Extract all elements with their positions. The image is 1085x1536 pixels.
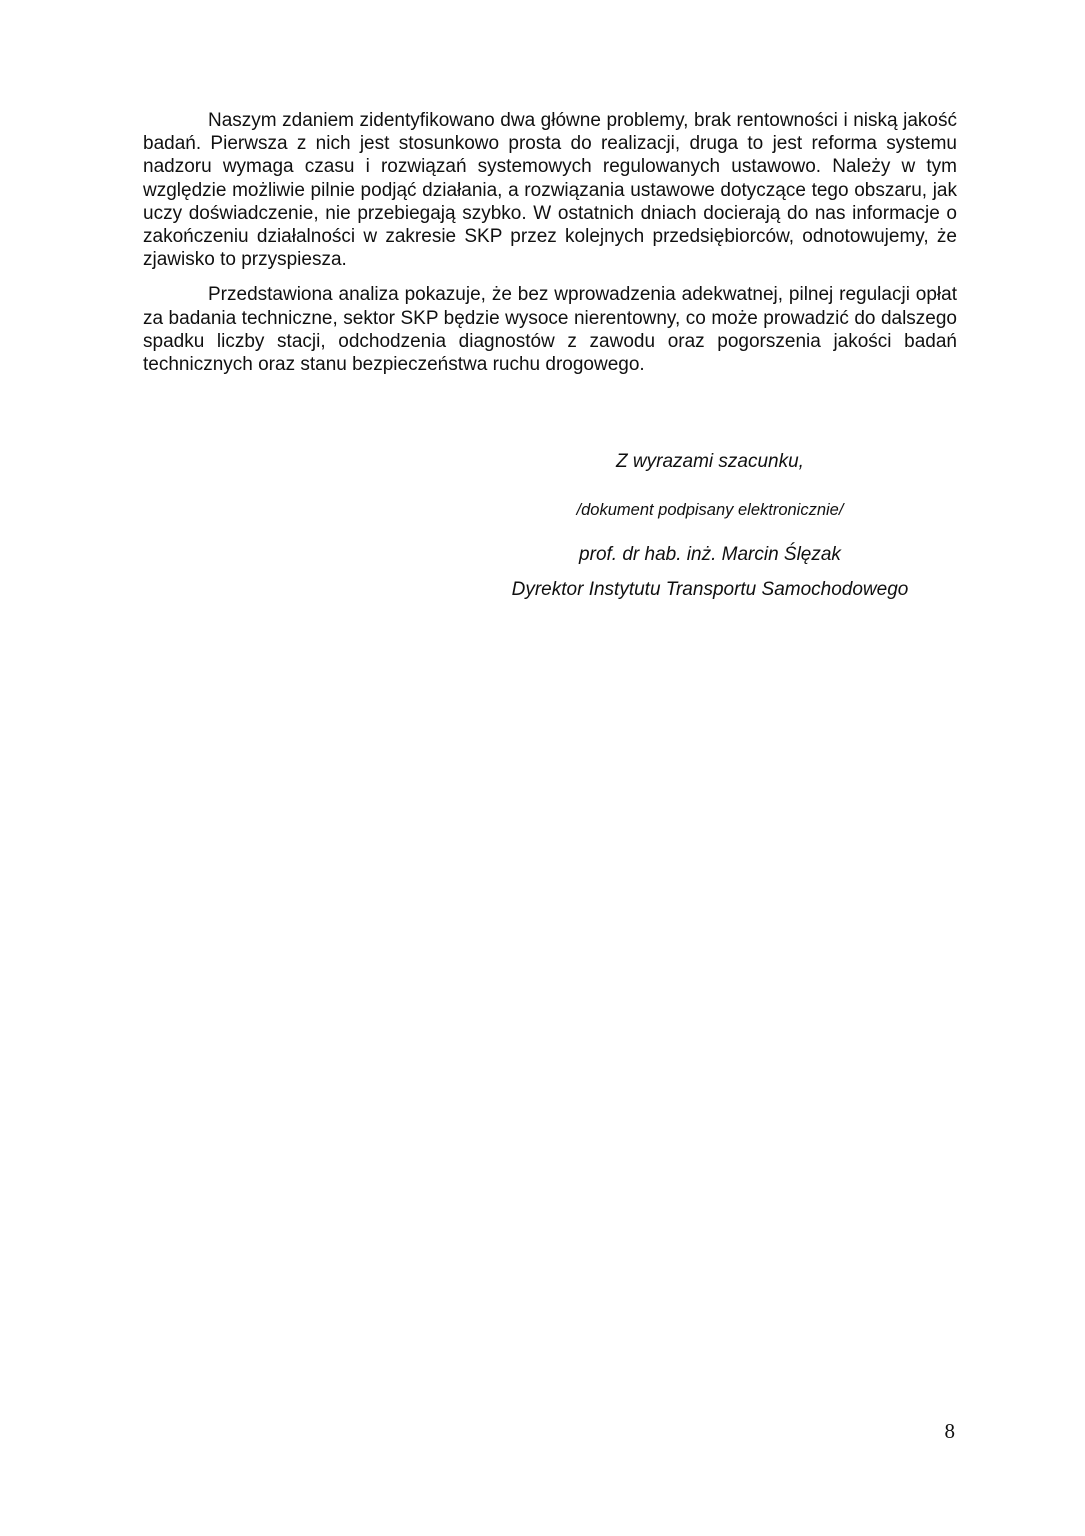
paragraph-analysis-conclusion: Przedstawiona analiza pokazuje, że bez wprowadzenia adekwatnej, pilnej regulacji opłat za badania techniczne, sektor SKP będzie wysoce nierentowny, co może prowadzić do dalszego spadku liczby stacji, odchodzenia diagnostów z zawodu oraz pogorszenia jakości badań technicznych oraz stanu bezpieczeństwa ruchu drogowego. bbox=[143, 284, 957, 376]
closing-salutation: Z wyrazami szacunku, bbox=[616, 451, 804, 472]
closing-signature-block bbox=[143, 450, 1085, 601]
electronic-signature-note: /dokument podpisany elektronicznie/ bbox=[576, 501, 844, 519]
paragraph-problems: Naszym zdaniem zidentyfikowano dwa główne problemy, brak rentowności i niską jakość badań. Pierwsza z nich jest stosunkowo prosta do realizacji, druga to jest reforma systemu nadzoru wymaga czasu i rozwiązań systemowych regulowanych ustawowo. Należy w tym względzie możliwie pilnie podjąć działania, a rozwiązania ustawowe dotyczące tego obszaru, jak uczy doświadczenie, nie przebiegają szybko. W ostatnich dniach docierają do nas informacje o zakończeniu działalności w zakresie SKP przez kolejnych przedsiębiorców, odnotowujemy, że zjawisko to przyspiesza. bbox=[143, 110, 957, 271]
signatory-name: prof. dr hab. inż. Marcin Ślęzak bbox=[579, 544, 841, 565]
letter-body bbox=[143, 109, 957, 376]
signatory-title: Dyrektor Instytutu Transportu Samochodowego bbox=[511, 579, 909, 600]
page-number: 8 bbox=[944, 1419, 955, 1443]
